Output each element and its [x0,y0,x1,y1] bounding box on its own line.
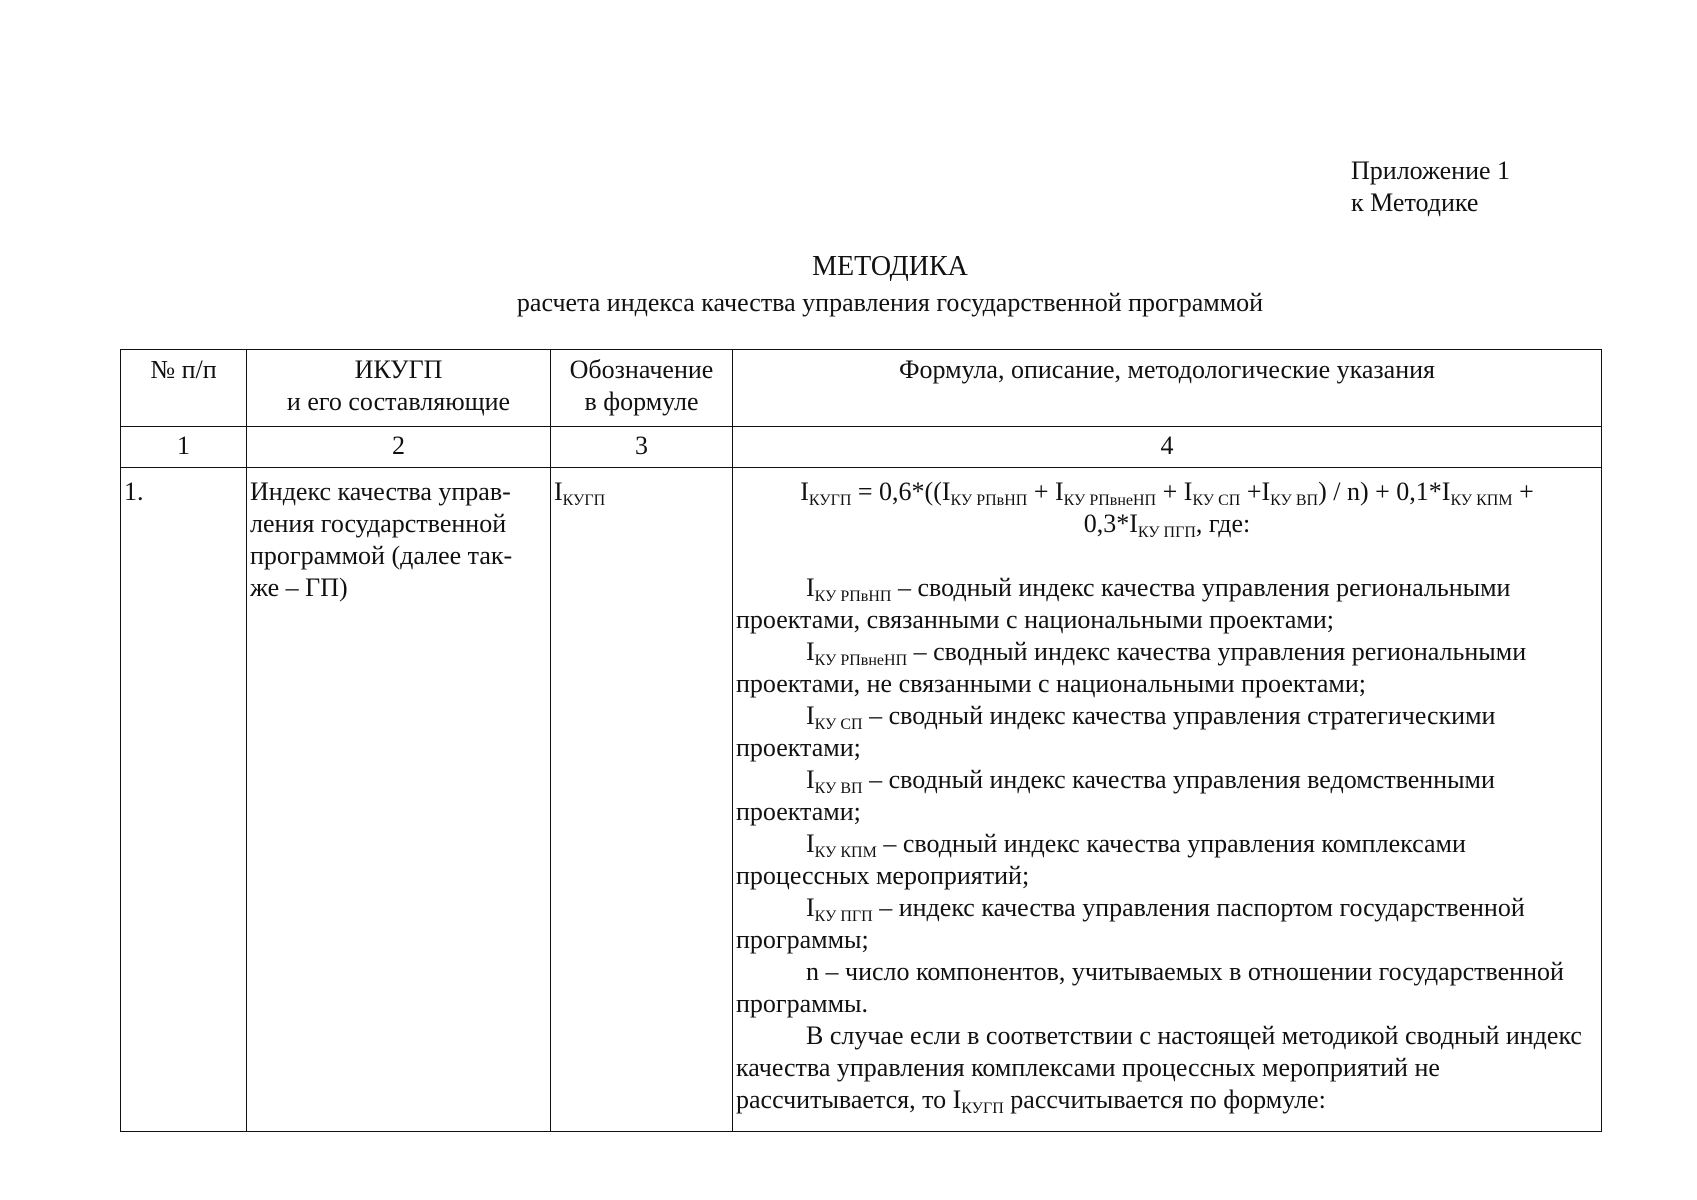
annex-line-1: Приложение 1 [1351,156,1511,185]
row-formula-cell [733,468,1602,1132]
header-number: № п/п [121,350,247,427]
document-subtitle: расчета индекса качества управления государственной программой [516,288,1264,317]
definition-kpm: $I_{КУ КПМ}$ – сводный индекс качества управления комплексами процессных мероприятий; [736,829,1466,890]
row-symbol: $I_{КУГП}$ [551,468,733,1132]
methodology-table [120,349,1602,1132]
header-index: ИКУГП и его составляющие [247,350,551,427]
header-formula: Формула, описание, методологические указания [733,350,1602,427]
row-number: 1. [121,468,247,1132]
column-number: 1 [121,427,247,468]
definition-rp-vne-np: $I_{КУ РПвнеНП}$ – сводный индекс качества управления региональными проектами, не связанными с национальными проектами; [736,637,1527,698]
table-row [121,468,1602,1132]
main-formula: $I_{КУГП} = 0,6*((I_{КУ РПвНП} + I_{КУ РПвнеНП} + I_{КУ СП} +I_{КУ ВП}) / n) + 0,1*I_{КУ КПМ}$ + $0,3*I_{КУ ПГП}$, где: [800,477,1534,541]
annex-label [1351,155,1510,219]
table-header-row [121,350,1602,427]
definition-pgp: $I_{КУ ПГП}$ – индекс качества управления паспортом государственной программы; [736,893,1525,954]
document-title: МЕТОДИКА [812,251,968,282]
definition-sp: $I_{КУ СП}$ – сводный индекс качества управления стратегическими проектами; [736,701,1496,762]
annex-line-2: к Методике [1351,188,1479,217]
column-number: 4 [733,427,1602,468]
closing-note: В случае если в соответствии с настоящей методикой сводный индекс качества управления комплексами процессных мероприятий не рассчитывается, то $I_{КУГП}$ рассчитывается по формуле: [736,1021,1582,1117]
row-index-name: Индекс качества управ- ления государственной программой (далее так- же – ГП) [247,468,551,1132]
column-number-row [121,427,1602,468]
definition-n: n – число компонентов, учитываемых в отношении государственной программы. [736,957,1564,1018]
definition-rp-np: $I_{КУ РПвНП}$ – сводный индекс качества управления региональными проектами, связанными с национальными проектами; [736,573,1511,634]
column-number: 2 [247,427,551,468]
column-number: 3 [551,427,733,468]
definition-vp: $I_{КУ ВП}$ – сводный индекс качества управления ведомственными проектами; [736,765,1495,826]
header-symbol: Обозначение в формуле [551,350,733,427]
